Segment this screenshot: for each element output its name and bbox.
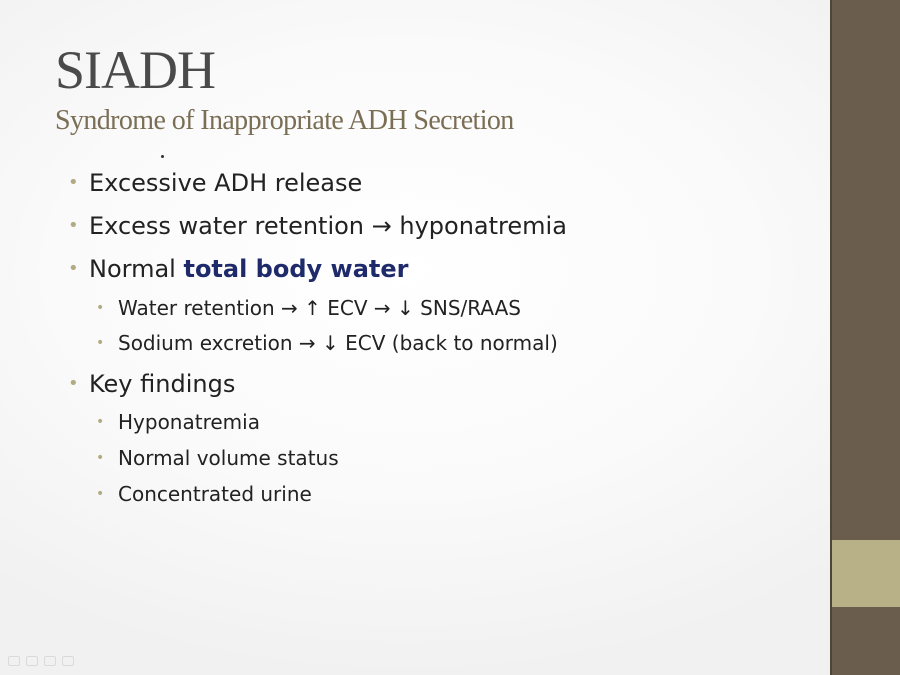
sidebar-top-band (830, 0, 900, 540)
sidebar-bottom-band (830, 607, 900, 675)
bullet-icon: • (96, 486, 105, 502)
bullet-icon: • (96, 414, 105, 430)
sub-bullet-text: Hyponatremia (118, 410, 260, 434)
bullet-text-emphasis: total body water (183, 255, 409, 283)
menu-icon[interactable] (44, 656, 56, 666)
bullet-icon: • (96, 300, 105, 316)
bullet-icon: • (68, 258, 79, 279)
bullet-text: Excessive ADH release (89, 169, 363, 197)
pen-icon[interactable] (26, 656, 38, 666)
bullet-icon: • (96, 450, 105, 466)
bullet-text (89, 254, 408, 284)
bullet-text: Key findings (89, 370, 236, 398)
sidebar-accent-band (830, 540, 900, 607)
bullet-icon: • (68, 373, 79, 394)
bullet-text: Excess water retention → hyponatremia (89, 212, 567, 240)
slide-subtitle: Syndrome of Inappropriate ADH Secretion (55, 105, 514, 136)
bullet-icon: • (96, 335, 105, 351)
sub-bullet-text: Concentrated urine (118, 482, 312, 506)
bullet-icon: • (68, 172, 79, 193)
bullet-text-prefix: Normal (89, 255, 184, 283)
sidebar-edge (830, 0, 832, 675)
sub-bullet-text: Normal volume status (118, 446, 339, 470)
next-slide-icon[interactable] (62, 656, 74, 666)
previous-slide-icon[interactable] (8, 656, 20, 666)
slideshow-toolbar[interactable] (8, 656, 74, 668)
decorative-sidebar (830, 0, 900, 675)
stray-dot (161, 155, 164, 158)
sub-bullet-text: Water retention → ↑ ECV → ↓ SNS/RAAS (118, 296, 521, 320)
slide-title: SIADH (55, 40, 216, 100)
bullet-icon: • (68, 215, 79, 236)
sub-bullet-text: Sodium excretion → ↓ ECV (back to normal) (118, 331, 558, 355)
